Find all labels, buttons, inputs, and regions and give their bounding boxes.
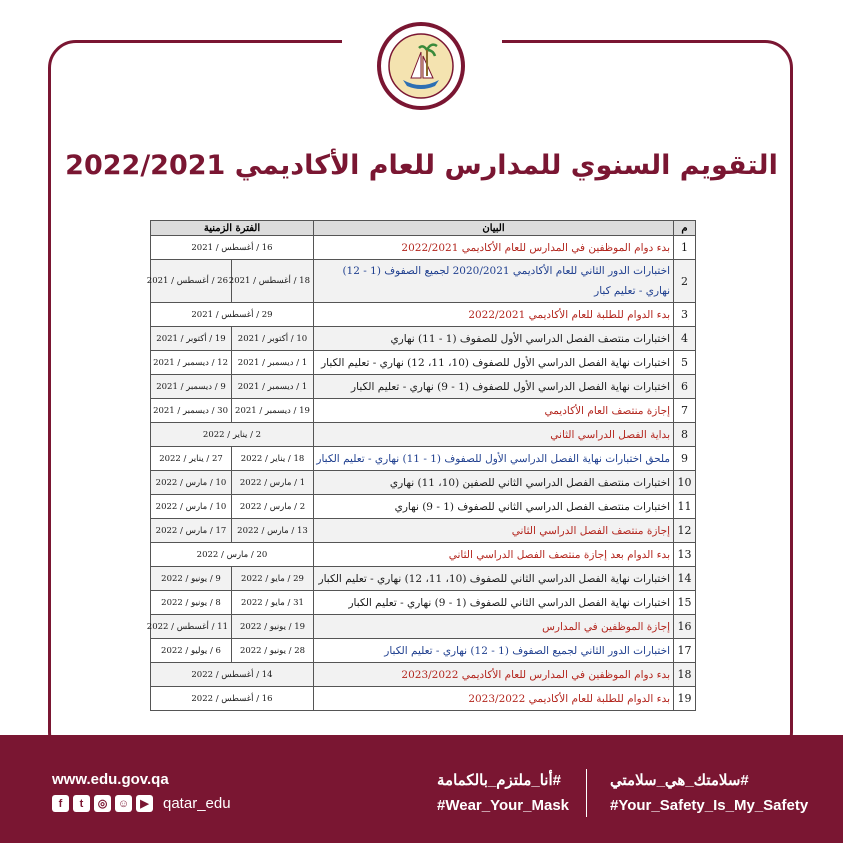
- instagram-icon[interactable]: ◎: [94, 795, 111, 812]
- row-description: بدء الدوام بعد إجازة منتصف الفصل الدراسي الثاني: [314, 543, 674, 567]
- table-row: [151, 471, 696, 495]
- row-date-to: 12 / ديسمبر / 2021: [151, 351, 232, 375]
- header-num: م: [674, 221, 696, 236]
- row-number: 2: [674, 260, 696, 303]
- row-description: اختبارات منتصف الفصل الدراسي الثاني للصفوف (1 - 9) نهاري: [314, 495, 674, 519]
- row-date-from: 19 / يونيو / 2022: [232, 615, 314, 639]
- row-date-to: 10 / مارس / 2022: [151, 495, 232, 519]
- row-number: 14: [674, 567, 696, 591]
- header-desc: البيان: [314, 221, 674, 236]
- table-row: [151, 495, 696, 519]
- twitter-icon[interactable]: t: [73, 795, 90, 812]
- row-number: 7: [674, 399, 696, 423]
- row-number: 10: [674, 471, 696, 495]
- facebook-icon[interactable]: f: [52, 795, 69, 812]
- row-number: 13: [674, 543, 696, 567]
- row-description: اختبارات نهاية الفصل الدراسي الأول للصفوف (1 - 9) نهاري - تعليم الكبار: [314, 375, 674, 399]
- row-date-to: 6 / يوليو / 2022: [151, 639, 232, 663]
- row-number: 4: [674, 327, 696, 351]
- table-row: [151, 687, 696, 711]
- hashtag-arabic-mask: #أنا_ملتزم_بالكمامة: [437, 772, 561, 789]
- row-number: 16: [674, 615, 696, 639]
- table-row: [151, 591, 696, 615]
- row-description: اختبارات منتصف الفصل الدراسي الثاني للصفين (10، 11) نهاري: [314, 471, 674, 495]
- row-date: 14 / أغسطس / 2022: [151, 663, 314, 687]
- row-date: 20 / مارس / 2022: [151, 543, 314, 567]
- row-date-from: 10 / أكتوبر / 2021: [232, 327, 314, 351]
- calendar-table: [146, 220, 695, 711]
- row-date-to: 26 / أغسطس / 2021: [151, 260, 232, 303]
- row-description: اختبارات منتصف الفصل الدراسي الأول للصفوف (1 - 11) نهاري: [314, 327, 674, 351]
- table-row: [151, 567, 696, 591]
- row-description: إجازة منتصف الفصل الدراسي الثاني: [314, 519, 674, 543]
- table-row: [151, 351, 696, 375]
- table-row: [151, 303, 696, 327]
- row-date-from: 18 / أغسطس / 2021: [232, 260, 314, 303]
- header-period: الفترة الزمنية: [151, 221, 314, 236]
- row-description: اختبارات الدور الثاني للعام الأكاديمي 2020/2021 لجميع الصفوف (1 - 12) نهاري - تعليم كبار: [314, 260, 674, 303]
- row-description: بدء دوام الموظفين في المدارس للعام الأكاديمي 2023/2022: [314, 663, 674, 687]
- row-number: 1: [674, 236, 696, 260]
- row-date-to: 9 / يونيو / 2022: [151, 567, 232, 591]
- row-number: 15: [674, 591, 696, 615]
- row-number: 12: [674, 519, 696, 543]
- row-description: اختبارات نهاية الفصل الدراسي الأول للصفوف (10، 11، 12) نهاري - تعليم الكبار: [314, 351, 674, 375]
- row-date: 29 / أغسطس / 2021: [151, 303, 314, 327]
- table-row: [151, 236, 696, 260]
- row-date-from: 1 / مارس / 2022: [232, 471, 314, 495]
- row-date-from: 1 / ديسمبر / 2021: [232, 375, 314, 399]
- row-date-to: 8 / يونيو / 2022: [151, 591, 232, 615]
- row-description: بدء دوام الموظفين في المدارس للعام الأكاديمي 2022/2021: [314, 236, 674, 260]
- table-row: [151, 399, 696, 423]
- row-date-to: 19 / أكتوبر / 2021: [151, 327, 232, 351]
- table-row: [151, 663, 696, 687]
- table-row: [151, 615, 696, 639]
- row-description: بدء الدوام للطلبة للعام الأكاديمي 2023/2022: [314, 687, 674, 711]
- table-row: [151, 639, 696, 663]
- row-number: 17: [674, 639, 696, 663]
- table-row: [151, 375, 696, 399]
- table-row: [151, 519, 696, 543]
- page-title: التقويم السنوي للمدارس للعام الأكاديمي 2022/2021: [65, 150, 778, 181]
- row-description: بدء الدوام للطلبة للعام الأكاديمي 2022/2021: [314, 303, 674, 327]
- row-description: اختبارات نهاية الفصل الدراسي الثاني للصفوف (1 - 9) نهاري - تعليم الكبار: [314, 591, 674, 615]
- hashtag-your-safety: #Your_Safety_Is_My_Safety: [610, 797, 809, 814]
- row-number: 9: [674, 447, 696, 471]
- row-date-from: 2 / مارس / 2022: [232, 495, 314, 519]
- website-link[interactable]: www.edu.gov.qa: [52, 771, 169, 788]
- row-date-from: 28 / يونيو / 2022: [232, 639, 314, 663]
- row-number: 11: [674, 495, 696, 519]
- row-date-from: 31 / مايو / 2022: [232, 591, 314, 615]
- row-description: بداية الفصل الدراسي الثاني: [314, 423, 674, 447]
- row-date: 2 / يناير / 2022: [151, 423, 314, 447]
- youtube-icon[interactable]: ▶: [136, 795, 153, 812]
- row-number: 3: [674, 303, 696, 327]
- row-number: 8: [674, 423, 696, 447]
- row-number: 6: [674, 375, 696, 399]
- row-number: 19: [674, 687, 696, 711]
- table-row: [151, 447, 696, 471]
- row-description: إجازة منتصف العام الأكاديمي: [314, 399, 674, 423]
- hashtag-arabic-safety: #سلامتك_هي_سلامتي: [610, 772, 749, 789]
- row-description: اختبارات الدور الثاني لجميع الصفوف (1 - 12) نهاري - تعليم الكبار: [314, 639, 674, 663]
- row-date-to: 17 / مارس / 2022: [151, 519, 232, 543]
- row-date-to: 10 / مارس / 2022: [151, 471, 232, 495]
- footer-divider: [586, 769, 587, 817]
- table-row: [151, 423, 696, 447]
- row-date-from: 13 / مارس / 2022: [232, 519, 314, 543]
- row-date-to: 30 / ديسمبر / 2021: [151, 399, 232, 423]
- row-description: إجازة الموظفين في المدارس: [314, 615, 674, 639]
- table-row: [151, 543, 696, 567]
- row-date-from: 19 / ديسمبر / 2021: [232, 399, 314, 423]
- row-date: 16 / أغسطس / 2022: [151, 687, 314, 711]
- row-description: اختبارات نهاية الفصل الدراسي الثاني للصفوف (10، 11، 12) نهاري - تعليم الكبار: [314, 567, 674, 591]
- snapchat-icon[interactable]: ☺: [115, 795, 132, 812]
- footer-bar: [0, 735, 843, 843]
- row-date-to: 11 / أغسطس / 2022: [151, 615, 232, 639]
- row-number: 18: [674, 663, 696, 687]
- row-date-from: 18 / يناير / 2022: [232, 447, 314, 471]
- row-date-from: 1 / ديسمبر / 2021: [232, 351, 314, 375]
- row-number: 5: [674, 351, 696, 375]
- social-handle: qatar_edu: [163, 795, 231, 812]
- row-date: 16 / أغسطس / 2021: [151, 236, 314, 260]
- social-links: [52, 795, 231, 812]
- row-date-to: 9 / ديسمبر / 2021: [151, 375, 232, 399]
- hashtag-wear-mask: #Wear_Your_Mask: [437, 797, 570, 814]
- table-row: [151, 260, 696, 303]
- table-row: [151, 327, 696, 351]
- qatar-emblem-icon: [375, 20, 467, 112]
- row-date-to: 27 / يناير / 2022: [151, 447, 232, 471]
- row-date-from: 29 / مايو / 2022: [232, 567, 314, 591]
- row-description: ملحق اختبارات نهاية الفصل الدراسي الأول للصفوف (1 - 11) نهاري - تعليم الكبار: [314, 447, 674, 471]
